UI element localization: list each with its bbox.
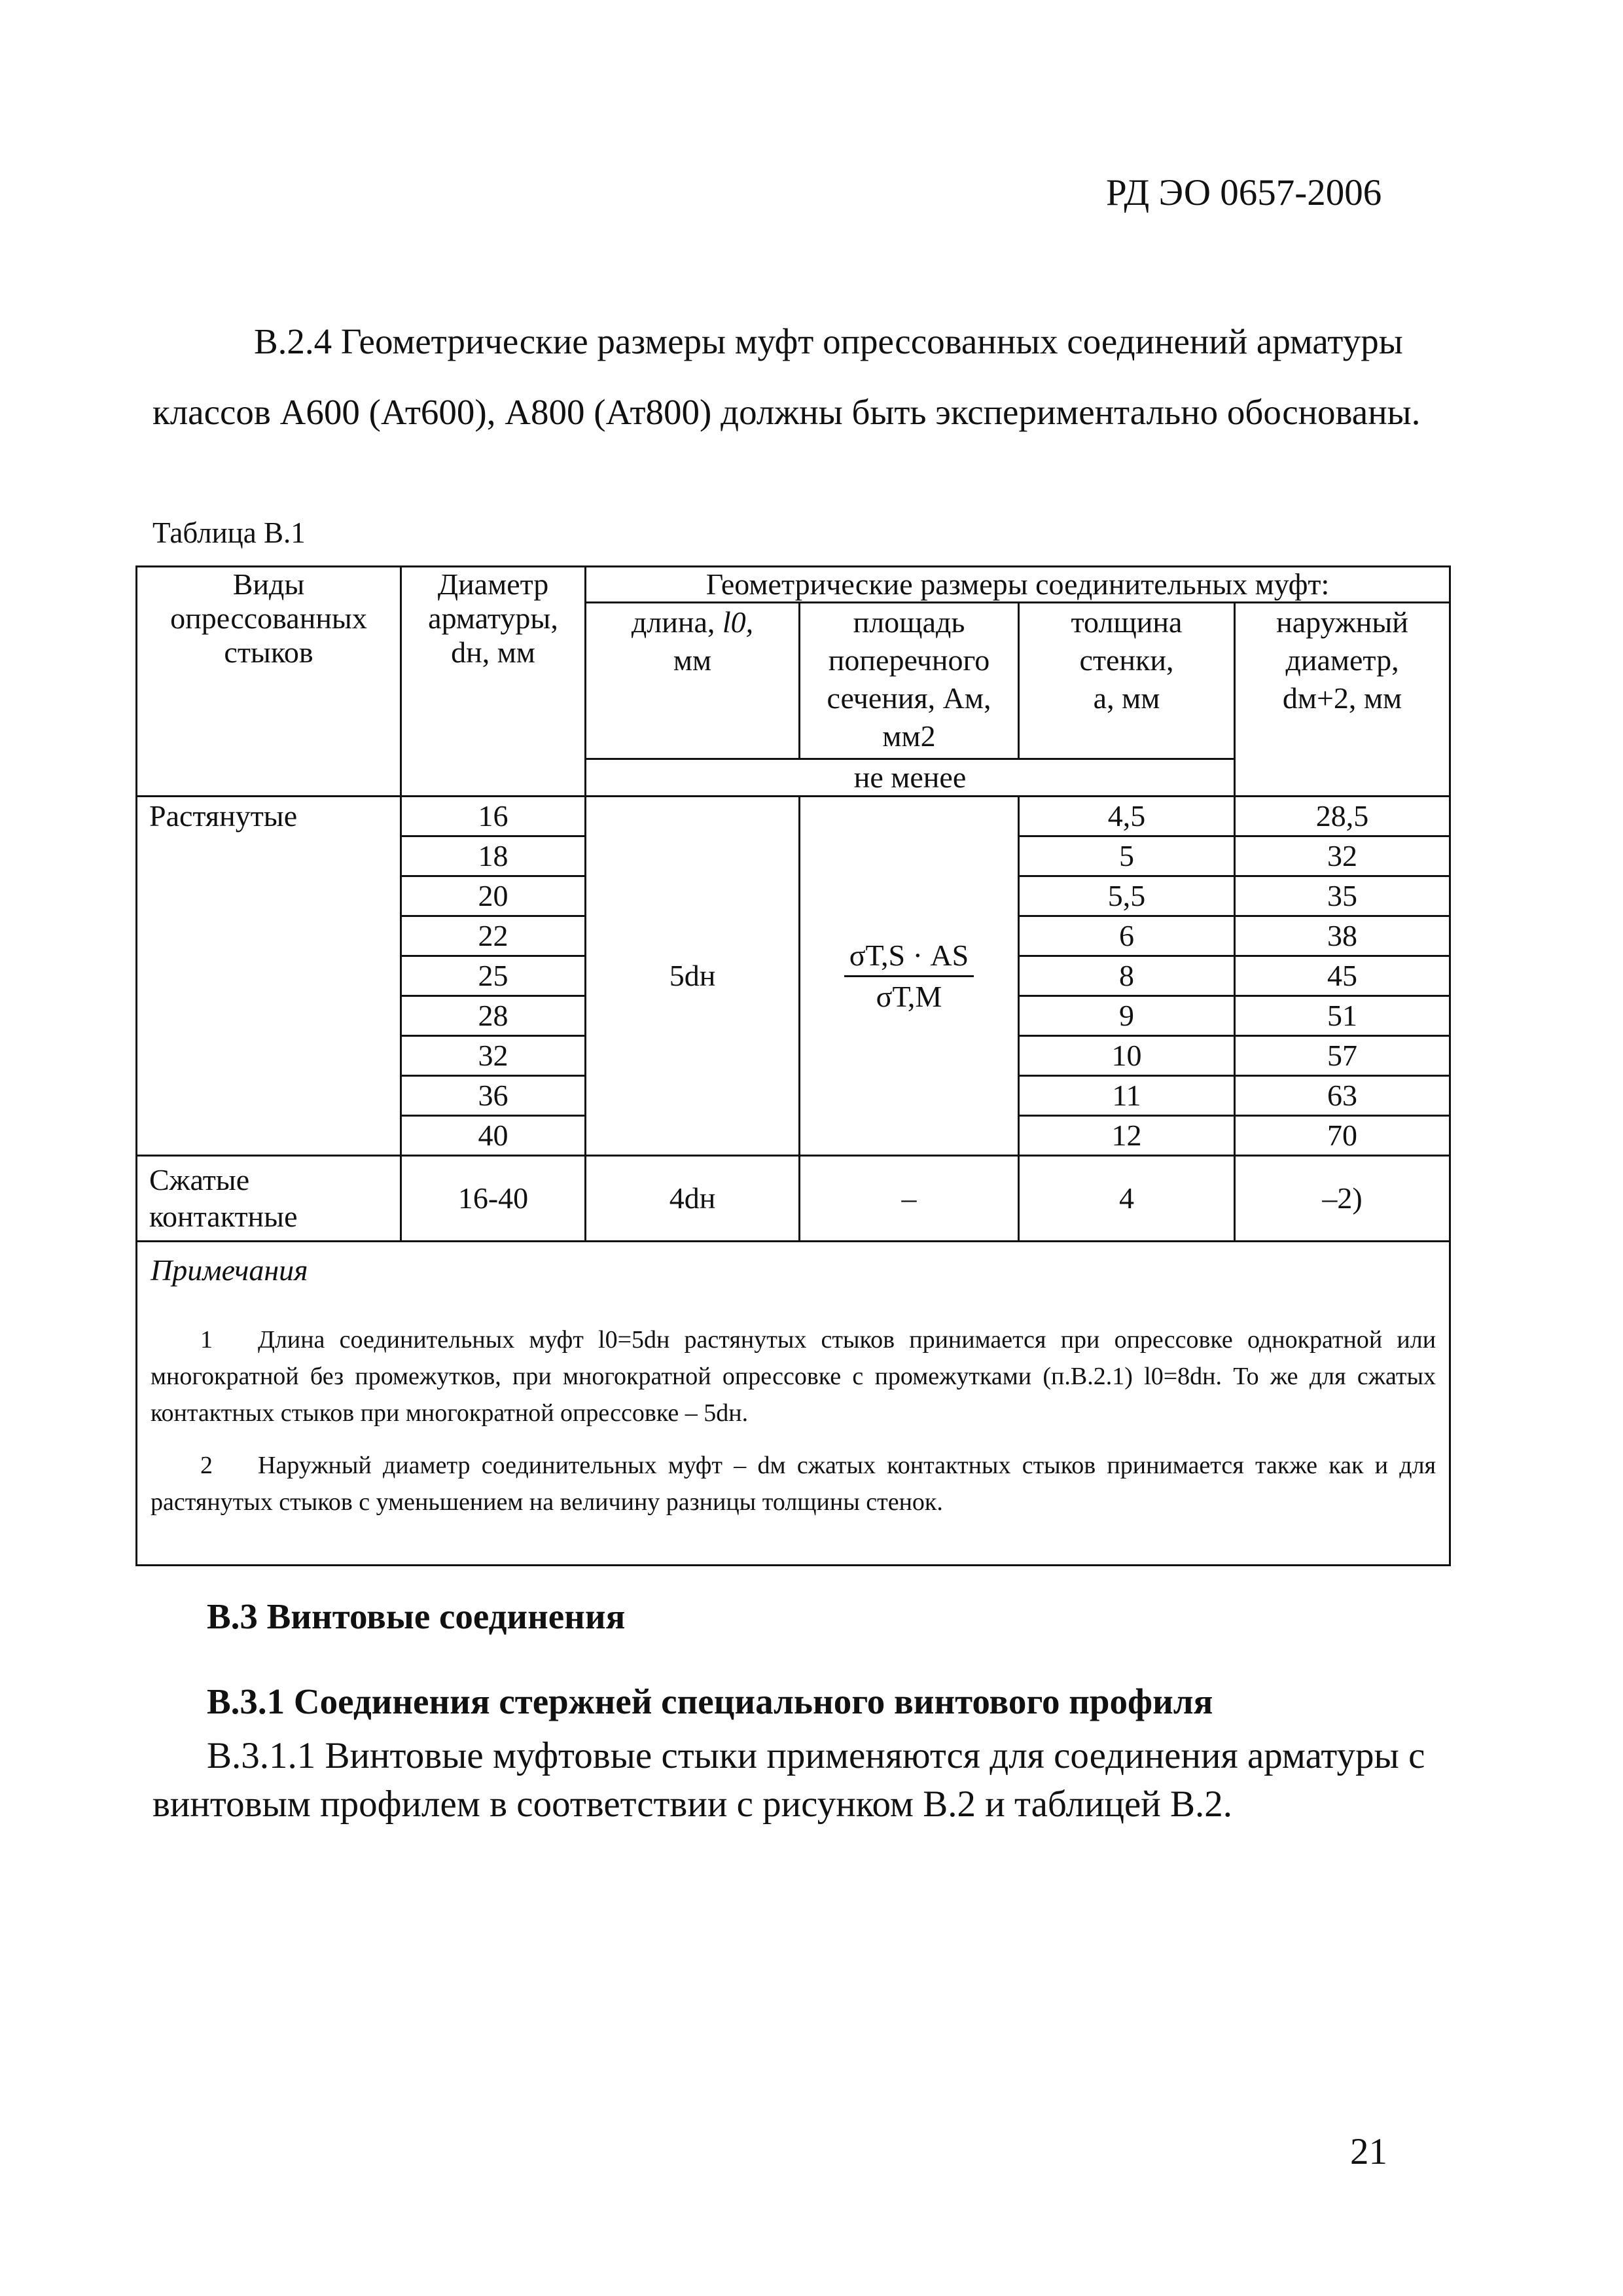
cell-dm: 57 (1235, 1036, 1450, 1076)
cell-d: 18 (401, 836, 586, 876)
notes-title: Примечания (151, 1253, 308, 1287)
cell-a: 5 (1019, 836, 1235, 876)
cell-dm: 51 (1235, 996, 1450, 1036)
cell-dm: 38 (1235, 916, 1450, 956)
cell-a: 6 (1019, 916, 1235, 956)
header-outer-diameter-unit: мм (1363, 681, 1402, 715)
table-row (137, 1156, 1450, 1242)
cell-dm: 32 (1235, 836, 1450, 876)
cell-a: 10 (1019, 1036, 1235, 1076)
cell-a: 5,5 (1019, 876, 1235, 916)
header-area (800, 603, 1019, 759)
cell-a: 11 (1019, 1076, 1235, 1116)
paragraph-b-3-1-1-text: В.3.1.1 Винтовые муфтовые стыки применяются для соединения арматуры с винтовым профилем в соответствии с рисунком В.2 и таблицей В.2. (152, 1735, 1425, 1825)
area-formula (844, 936, 974, 1016)
cell-d: 40 (401, 1116, 586, 1156)
table-row (137, 797, 1450, 836)
note-item (151, 1447, 1436, 1520)
compression-label: Сжатые контактные (137, 1156, 401, 1242)
header-wall-label: толщина стенки, (1071, 605, 1183, 677)
cell-dm: 35 (1235, 876, 1450, 916)
compression-length: 4dн (586, 1156, 800, 1242)
table-notes (137, 1242, 1450, 1566)
note-item (151, 1321, 1436, 1431)
note-number: 2 (200, 1452, 213, 1479)
note-text: Наружный диаметр соединительных муфт – dм сжатых контактных стыков принимается также как и для растянутых стыков с уменьшением на величину разницы толщины стенок. (151, 1452, 1436, 1516)
cell-dm: 45 (1235, 956, 1450, 996)
cell-a: 8 (1019, 956, 1235, 996)
coupling-dimensions-table (135, 565, 1451, 1566)
cell-a: 12 (1019, 1116, 1235, 1156)
cell-dm: 63 (1235, 1076, 1450, 1116)
area-formula-numerator: σТ,S · АS (844, 936, 974, 977)
header-wall (1019, 603, 1235, 759)
cell-d: 32 (401, 1036, 586, 1076)
document-code: РД ЭО 0657-2006 (1106, 172, 1382, 213)
cell-d: 22 (401, 916, 586, 956)
compression-wall: 4 (1019, 1156, 1235, 1242)
header-joint-types: Виды опрессованных стыков (137, 567, 401, 797)
header-wall-unit: а, мм (1093, 681, 1160, 715)
header-rebar-diameter-label: Диаметр арматуры, (428, 567, 558, 635)
tension-length: 5dн (586, 797, 800, 1156)
compression-area: – (800, 1156, 1019, 1242)
cell-d: 16 (401, 797, 586, 836)
header-outer-diameter-symbol: dм+2, (1282, 681, 1357, 715)
header-area-unit: мм2 (882, 719, 936, 753)
cell-d: 28 (401, 996, 586, 1036)
heading-b-3-1: В.3.1 Соединения стержней специального винтового профиля (207, 1681, 1213, 1721)
header-rebar-diameter-unit: dн, мм (451, 636, 535, 669)
header-length-unit: мм (673, 643, 712, 677)
header-area-label: площадь поперечного сечения, Ам, (827, 605, 991, 715)
header-outer-diameter (1235, 603, 1450, 797)
cell-a: 4,5 (1019, 797, 1235, 836)
compression-outer-diameter: –2) (1235, 1156, 1450, 1242)
paragraph-b-3-1-1 (152, 1732, 1448, 1829)
page-number: 21 (1350, 2131, 1387, 2172)
cell-dm: 28,5 (1235, 797, 1450, 836)
note-text: Длина соединительных муфт l0=5dн растянутых стыков принимается при опрессовке однократной или многократной без промежутков, при многократной опрессовке с промежутками (п.В.2.1) l0=8dн. То же для сжатых контактных стыков при многократной опрессовке – 5dн. (151, 1326, 1436, 1427)
cell-d: 36 (401, 1076, 586, 1116)
area-formula-denominator: σТ,М (876, 979, 942, 1013)
header-length-label: длина, (631, 605, 715, 639)
paragraph-b-2-4-text: В.2.4 Геометрические размеры муфт опрессованных соединений арматуры классов А600 (Ат600), А800 (Ат800) должны быть экспериментально обоснованы. (152, 321, 1421, 432)
tension-label: Растянутые (137, 797, 401, 1156)
header-min-note: не менее (586, 759, 1235, 797)
cell-d: 20 (401, 876, 586, 916)
cell-a: 9 (1019, 996, 1235, 1036)
header-length (586, 603, 800, 759)
note-number: 1 (200, 1326, 213, 1354)
cell-d: 25 (401, 956, 586, 996)
cell-dm: 70 (1235, 1116, 1450, 1156)
header-rebar-diameter (401, 567, 586, 797)
tension-area-formula (800, 797, 1019, 1156)
compression-d: 16-40 (401, 1156, 586, 1242)
header-group: Геометрические размеры соединительных муфт: (586, 567, 1450, 603)
paragraph-b-2-4 (152, 306, 1448, 448)
header-outer-diameter-label: наружный диаметр, (1276, 605, 1408, 677)
table-caption: Таблица В.1 (152, 516, 306, 549)
header-length-symbol: l0, (722, 605, 754, 639)
heading-b-3: В.3 Винтовые соединения (207, 1596, 626, 1636)
